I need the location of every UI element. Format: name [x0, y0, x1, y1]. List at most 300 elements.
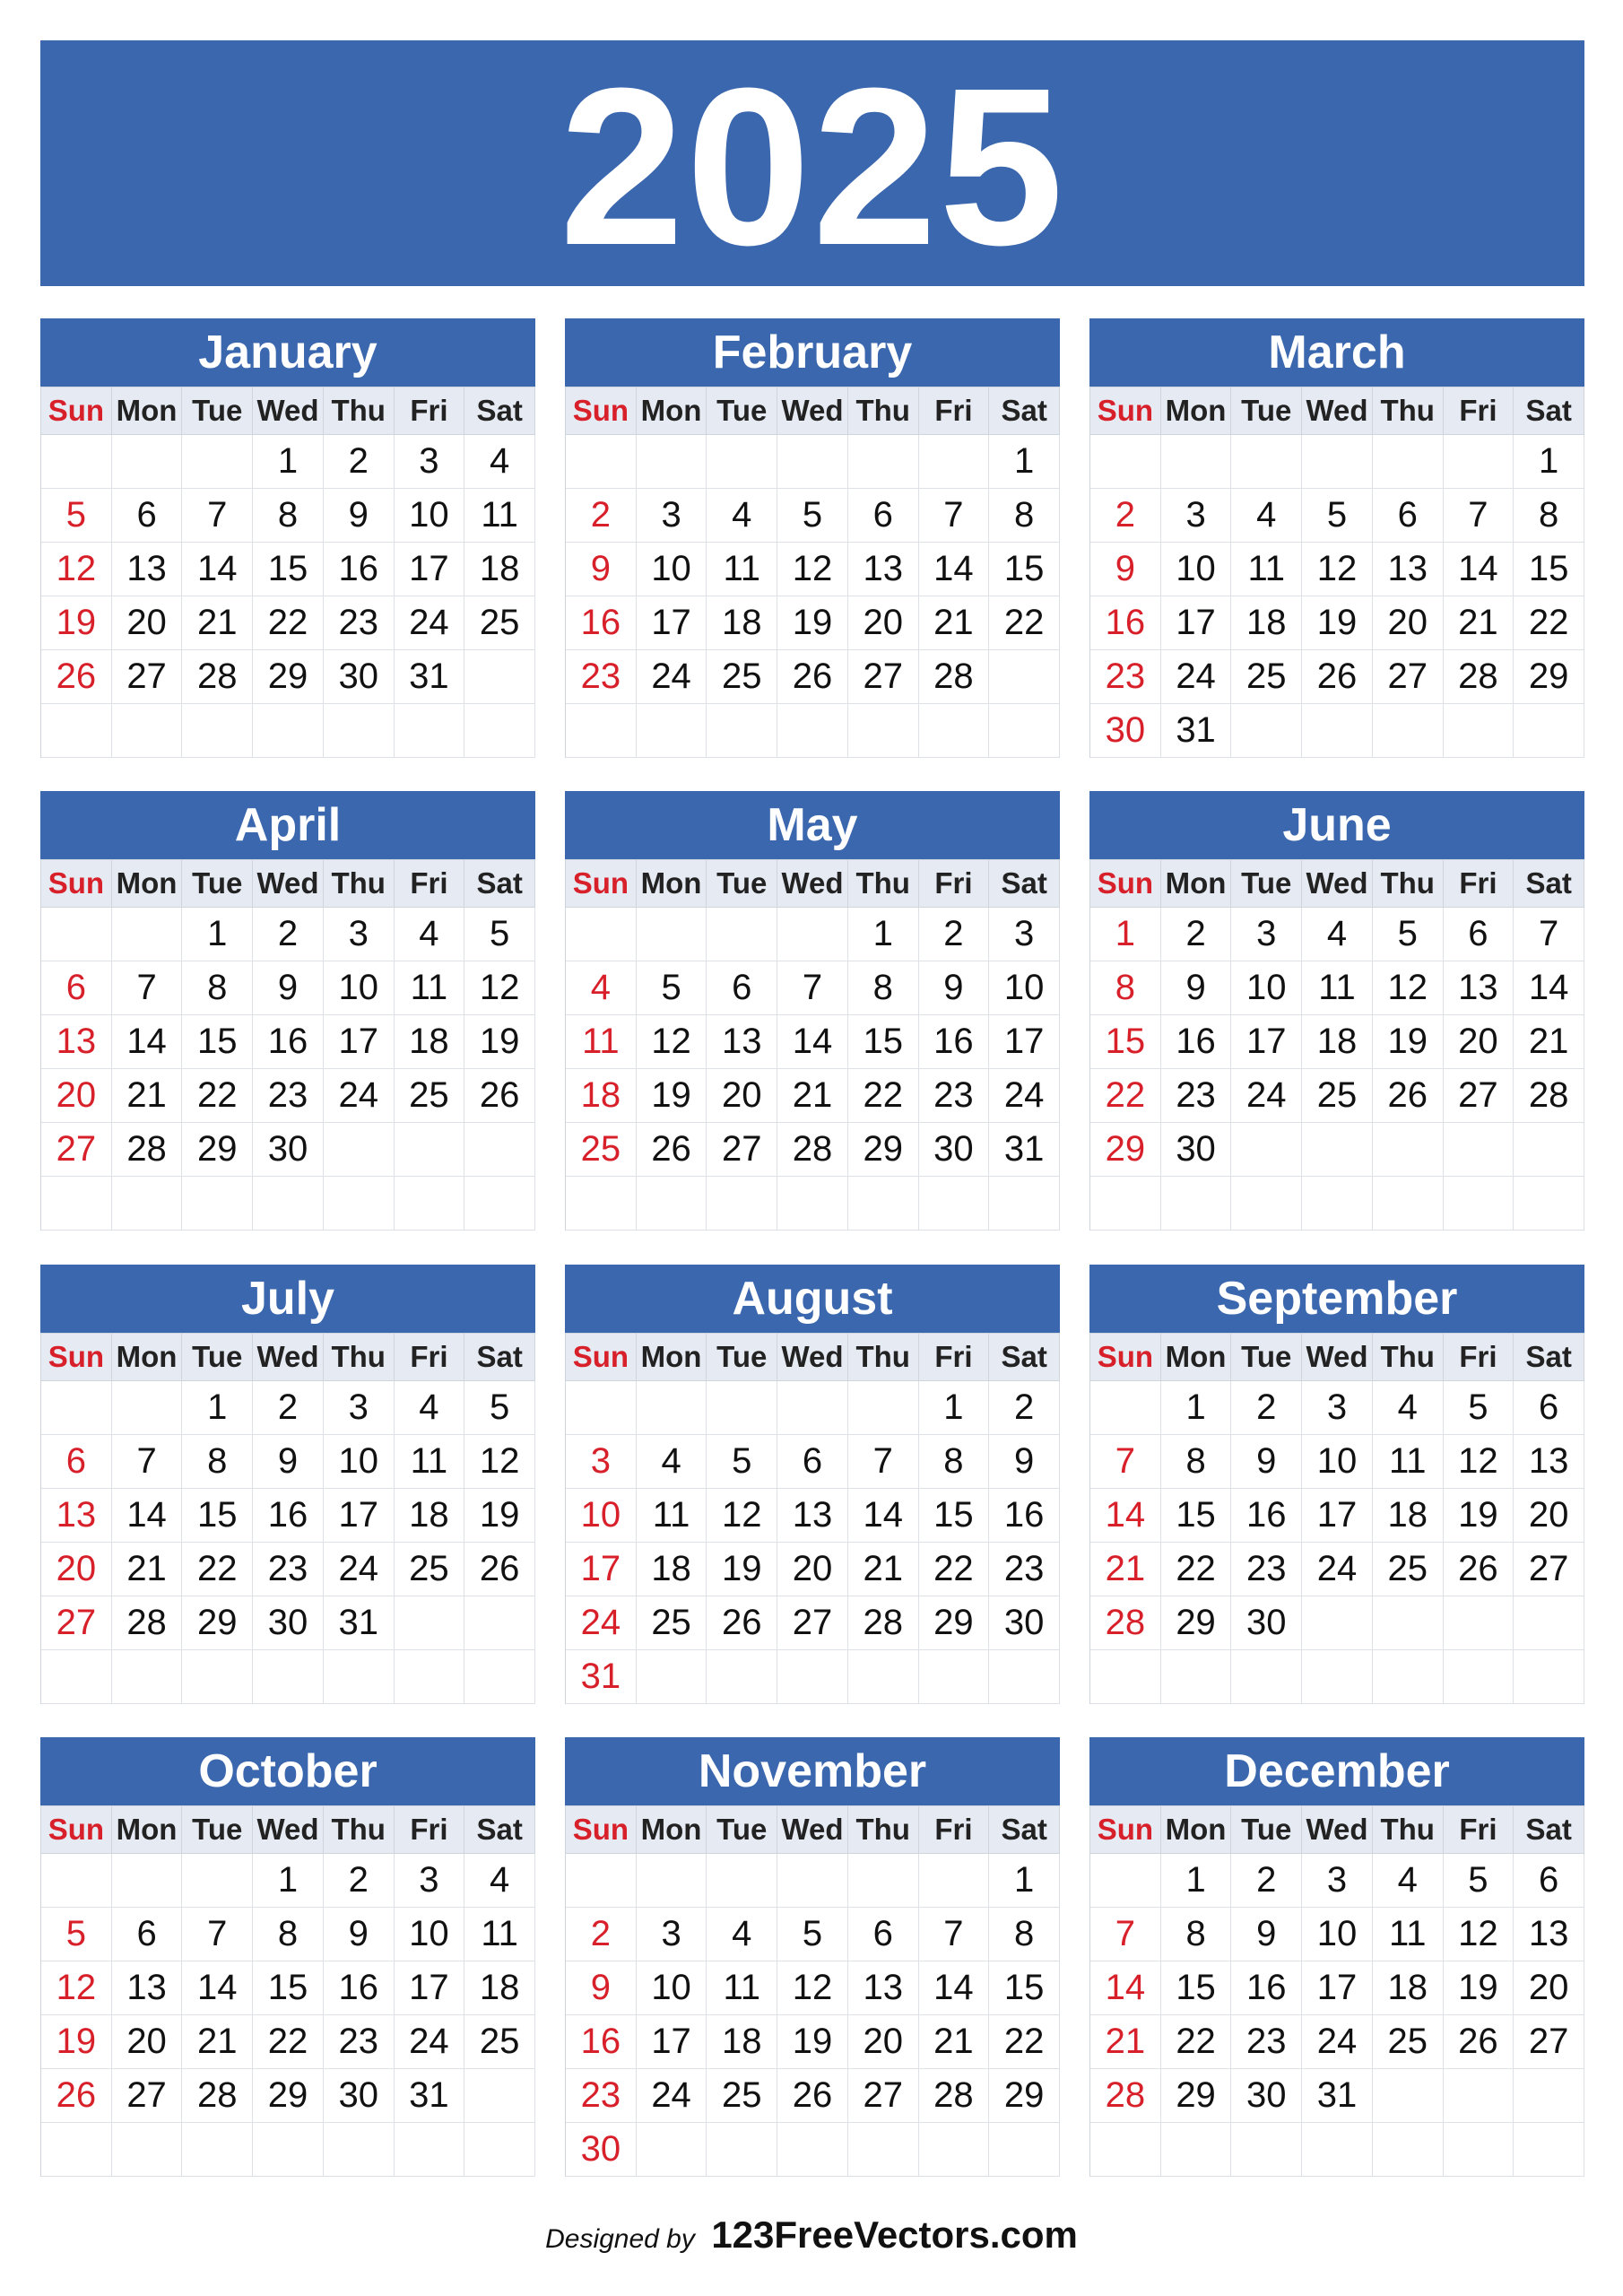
day-cell[interactable]: 27	[1444, 1069, 1515, 1123]
day-cell[interactable]: 20	[777, 1543, 848, 1596]
day-cell[interactable]: 1	[1161, 1381, 1232, 1435]
day-cell[interactable]: 1	[253, 1854, 324, 1908]
day-cell[interactable]: 10	[1161, 543, 1232, 596]
day-cell[interactable]: 12	[1444, 1435, 1515, 1489]
day-cell[interactable]: 26	[777, 2069, 848, 2123]
day-cell[interactable]: 20	[1514, 1961, 1584, 2015]
day-cell[interactable]: 10	[324, 1435, 395, 1489]
day-cell[interactable]: 1	[182, 908, 253, 961]
day-cell[interactable]: 22	[1090, 1069, 1161, 1123]
day-cell[interactable]: 7	[182, 489, 253, 543]
day-cell[interactable]: 14	[1514, 961, 1584, 1015]
day-cell[interactable]: 19	[1444, 1489, 1515, 1543]
day-cell[interactable]: 25	[1373, 1543, 1444, 1596]
day-cell[interactable]: 21	[1090, 2015, 1161, 2069]
day-cell[interactable]: 28	[919, 2069, 990, 2123]
day-cell[interactable]: 30	[566, 2123, 637, 2177]
day-cell[interactable]: 2	[919, 908, 990, 961]
day-cell[interactable]: 13	[848, 543, 919, 596]
day-cell[interactable]: 7	[919, 489, 990, 543]
day-cell[interactable]: 27	[848, 2069, 919, 2123]
day-cell[interactable]: 6	[848, 489, 919, 543]
day-cell[interactable]: 12	[1302, 543, 1373, 596]
day-cell[interactable]: 14	[777, 1015, 848, 1069]
day-cell[interactable]: 17	[566, 1543, 637, 1596]
day-cell[interactable]: 28	[1090, 1596, 1161, 1650]
day-cell[interactable]: 16	[1231, 1961, 1302, 2015]
day-cell[interactable]: 7	[919, 1908, 990, 1961]
day-cell[interactable]: 25	[395, 1543, 465, 1596]
day-cell[interactable]: 19	[1302, 596, 1373, 650]
day-cell[interactable]: 23	[1231, 1543, 1302, 1596]
day-cell[interactable]: 1	[1514, 435, 1584, 489]
day-cell[interactable]: 16	[1090, 596, 1161, 650]
day-cell[interactable]: 5	[777, 1908, 848, 1961]
day-cell[interactable]: 17	[395, 543, 465, 596]
day-cell[interactable]: 24	[637, 2069, 707, 2123]
day-cell[interactable]: 5	[1444, 1381, 1515, 1435]
day-cell[interactable]: 18	[1373, 1489, 1444, 1543]
day-cell[interactable]: 18	[707, 596, 777, 650]
day-cell[interactable]: 6	[1514, 1381, 1584, 1435]
day-cell[interactable]: 20	[112, 596, 183, 650]
day-cell[interactable]: 6	[848, 1908, 919, 1961]
day-cell[interactable]: 17	[324, 1015, 395, 1069]
day-cell[interactable]: 13	[707, 1015, 777, 1069]
day-cell[interactable]: 8	[1161, 1435, 1232, 1489]
day-cell[interactable]: 22	[182, 1543, 253, 1596]
day-cell[interactable]: 22	[1514, 596, 1584, 650]
day-cell[interactable]: 5	[707, 1435, 777, 1489]
day-cell[interactable]: 11	[395, 1435, 465, 1489]
day-cell[interactable]: 1	[1090, 908, 1161, 961]
day-cell[interactable]: 11	[566, 1015, 637, 1069]
day-cell[interactable]: 4	[566, 961, 637, 1015]
day-cell[interactable]: 4	[464, 435, 535, 489]
day-cell[interactable]: 20	[848, 596, 919, 650]
day-cell[interactable]: 5	[464, 1381, 535, 1435]
day-cell[interactable]: 24	[395, 2015, 465, 2069]
day-cell[interactable]: 2	[566, 489, 637, 543]
day-cell[interactable]: 7	[112, 1435, 183, 1489]
day-cell[interactable]: 22	[253, 596, 324, 650]
day-cell[interactable]: 22	[919, 1543, 990, 1596]
day-cell[interactable]: 5	[41, 489, 112, 543]
day-cell[interactable]: 9	[1161, 961, 1232, 1015]
day-cell[interactable]: 23	[324, 596, 395, 650]
day-cell[interactable]: 26	[707, 1596, 777, 1650]
day-cell[interactable]: 13	[1514, 1435, 1584, 1489]
day-cell[interactable]: 12	[707, 1489, 777, 1543]
day-cell[interactable]: 23	[919, 1069, 990, 1123]
day-cell[interactable]: 19	[777, 2015, 848, 2069]
day-cell[interactable]: 13	[777, 1489, 848, 1543]
day-cell[interactable]: 20	[707, 1069, 777, 1123]
day-cell[interactable]: 10	[395, 1908, 465, 1961]
day-cell[interactable]: 4	[464, 1854, 535, 1908]
day-cell[interactable]: 30	[1161, 1123, 1232, 1177]
day-cell[interactable]: 10	[989, 961, 1060, 1015]
day-cell[interactable]: 27	[1373, 650, 1444, 704]
day-cell[interactable]: 15	[1090, 1015, 1161, 1069]
day-cell[interactable]: 6	[1444, 908, 1515, 961]
day-cell[interactable]: 8	[989, 489, 1060, 543]
day-cell[interactable]: 16	[324, 543, 395, 596]
day-cell[interactable]: 2	[1231, 1381, 1302, 1435]
day-cell[interactable]: 3	[637, 1908, 707, 1961]
day-cell[interactable]: 17	[1161, 596, 1232, 650]
day-cell[interactable]: 25	[395, 1069, 465, 1123]
day-cell[interactable]: 26	[464, 1069, 535, 1123]
day-cell[interactable]: 28	[1444, 650, 1515, 704]
day-cell[interactable]: 19	[464, 1015, 535, 1069]
day-cell[interactable]: 23	[324, 2015, 395, 2069]
day-cell[interactable]: 17	[395, 1961, 465, 2015]
day-cell[interactable]: 3	[1302, 1854, 1373, 1908]
brand-link[interactable]: 123FreeVectors.com	[711, 2213, 1078, 2256]
day-cell[interactable]: 16	[253, 1015, 324, 1069]
day-cell[interactable]: 6	[41, 1435, 112, 1489]
day-cell[interactable]: 7	[1090, 1908, 1161, 1961]
day-cell[interactable]: 20	[112, 2015, 183, 2069]
day-cell[interactable]: 26	[777, 650, 848, 704]
day-cell[interactable]: 16	[324, 1961, 395, 2015]
day-cell[interactable]: 1	[989, 435, 1060, 489]
day-cell[interactable]: 9	[1231, 1435, 1302, 1489]
day-cell[interactable]: 19	[707, 1543, 777, 1596]
day-cell[interactable]: 8	[848, 961, 919, 1015]
day-cell[interactable]: 19	[41, 2015, 112, 2069]
day-cell[interactable]: 21	[777, 1069, 848, 1123]
day-cell[interactable]: 19	[1373, 1015, 1444, 1069]
day-cell[interactable]: 4	[637, 1435, 707, 1489]
day-cell[interactable]: 28	[112, 1123, 183, 1177]
day-cell[interactable]: 29	[182, 1123, 253, 1177]
day-cell[interactable]: 21	[919, 2015, 990, 2069]
day-cell[interactable]: 8	[182, 961, 253, 1015]
day-cell[interactable]: 21	[112, 1543, 183, 1596]
day-cell[interactable]: 16	[989, 1489, 1060, 1543]
day-cell[interactable]: 9	[324, 1908, 395, 1961]
day-cell[interactable]: 18	[707, 2015, 777, 2069]
day-cell[interactable]: 8	[1514, 489, 1584, 543]
day-cell[interactable]: 25	[1373, 2015, 1444, 2069]
day-cell[interactable]: 2	[253, 1381, 324, 1435]
day-cell[interactable]: 12	[1373, 961, 1444, 1015]
day-cell[interactable]: 10	[324, 961, 395, 1015]
day-cell[interactable]: 26	[41, 2069, 112, 2123]
day-cell[interactable]: 21	[1514, 1015, 1584, 1069]
day-cell[interactable]: 28	[1090, 2069, 1161, 2123]
day-cell[interactable]: 10	[637, 543, 707, 596]
day-cell[interactable]: 28	[182, 650, 253, 704]
day-cell[interactable]: 10	[1302, 1908, 1373, 1961]
day-cell[interactable]: 11	[1231, 543, 1302, 596]
day-cell[interactable]: 29	[848, 1123, 919, 1177]
day-cell[interactable]: 2	[1161, 908, 1232, 961]
day-cell[interactable]: 10	[1302, 1435, 1373, 1489]
day-cell[interactable]: 25	[707, 2069, 777, 2123]
day-cell[interactable]: 15	[253, 543, 324, 596]
day-cell[interactable]: 8	[253, 489, 324, 543]
day-cell[interactable]: 28	[848, 1596, 919, 1650]
day-cell[interactable]: 16	[566, 596, 637, 650]
day-cell[interactable]: 17	[1231, 1015, 1302, 1069]
day-cell[interactable]: 4	[1373, 1854, 1444, 1908]
day-cell[interactable]: 18	[464, 1961, 535, 2015]
day-cell[interactable]: 2	[253, 908, 324, 961]
day-cell[interactable]: 8	[989, 1908, 1060, 1961]
day-cell[interactable]: 27	[1514, 2015, 1584, 2069]
day-cell[interactable]: 23	[989, 1543, 1060, 1596]
day-cell[interactable]: 29	[919, 1596, 990, 1650]
day-cell[interactable]: 23	[253, 1543, 324, 1596]
day-cell[interactable]: 25	[1302, 1069, 1373, 1123]
day-cell[interactable]: 25	[464, 2015, 535, 2069]
day-cell[interactable]: 15	[182, 1489, 253, 1543]
day-cell[interactable]: 14	[112, 1489, 183, 1543]
day-cell[interactable]: 12	[777, 543, 848, 596]
day-cell[interactable]: 26	[1302, 650, 1373, 704]
day-cell[interactable]: 17	[637, 596, 707, 650]
day-cell[interactable]: 29	[253, 650, 324, 704]
day-cell[interactable]: 1	[919, 1381, 990, 1435]
day-cell[interactable]: 25	[464, 596, 535, 650]
day-cell[interactable]: 9	[324, 489, 395, 543]
day-cell[interactable]: 2	[566, 1908, 637, 1961]
day-cell[interactable]: 28	[112, 1596, 183, 1650]
day-cell[interactable]: 13	[1373, 543, 1444, 596]
day-cell[interactable]: 11	[637, 1489, 707, 1543]
day-cell[interactable]: 7	[112, 961, 183, 1015]
day-cell[interactable]: 6	[112, 1908, 183, 1961]
day-cell[interactable]: 14	[112, 1015, 183, 1069]
day-cell[interactable]: 9	[1090, 543, 1161, 596]
day-cell[interactable]: 24	[989, 1069, 1060, 1123]
day-cell[interactable]: 11	[707, 1961, 777, 2015]
day-cell[interactable]: 12	[777, 1961, 848, 2015]
day-cell[interactable]: 16	[253, 1489, 324, 1543]
day-cell[interactable]: 8	[1090, 961, 1161, 1015]
day-cell[interactable]: 29	[1161, 2069, 1232, 2123]
day-cell[interactable]: 5	[1302, 489, 1373, 543]
day-cell[interactable]: 8	[253, 1908, 324, 1961]
day-cell[interactable]: 5	[464, 908, 535, 961]
day-cell[interactable]: 23	[566, 650, 637, 704]
day-cell[interactable]: 13	[112, 1961, 183, 2015]
day-cell[interactable]: 5	[1444, 1854, 1515, 1908]
day-cell[interactable]: 23	[1090, 650, 1161, 704]
day-cell[interactable]: 24	[1161, 650, 1232, 704]
day-cell[interactable]: 3	[324, 908, 395, 961]
day-cell[interactable]: 21	[112, 1069, 183, 1123]
day-cell[interactable]: 30	[1231, 2069, 1302, 2123]
day-cell[interactable]: 30	[919, 1123, 990, 1177]
day-cell[interactable]: 14	[1090, 1961, 1161, 2015]
day-cell[interactable]: 30	[324, 650, 395, 704]
day-cell[interactable]: 15	[989, 1961, 1060, 2015]
day-cell[interactable]: 15	[253, 1961, 324, 2015]
day-cell[interactable]: 8	[182, 1435, 253, 1489]
day-cell[interactable]: 31	[1302, 2069, 1373, 2123]
day-cell[interactable]: 19	[637, 1069, 707, 1123]
day-cell[interactable]: 16	[566, 2015, 637, 2069]
day-cell[interactable]: 15	[182, 1015, 253, 1069]
day-cell[interactable]: 24	[566, 1596, 637, 1650]
day-cell[interactable]: 12	[464, 961, 535, 1015]
day-cell[interactable]: 11	[464, 489, 535, 543]
day-cell[interactable]: 30	[253, 1596, 324, 1650]
day-cell[interactable]: 28	[1514, 1069, 1584, 1123]
day-cell[interactable]: 24	[324, 1069, 395, 1123]
day-cell[interactable]: 21	[1090, 1543, 1161, 1596]
day-cell[interactable]: 19	[464, 1489, 535, 1543]
day-cell[interactable]: 22	[1161, 1543, 1232, 1596]
day-cell[interactable]: 24	[1302, 1543, 1373, 1596]
day-cell[interactable]: 21	[182, 2015, 253, 2069]
day-cell[interactable]: 21	[919, 596, 990, 650]
day-cell[interactable]: 4	[395, 908, 465, 961]
day-cell[interactable]: 15	[919, 1489, 990, 1543]
day-cell[interactable]: 31	[989, 1123, 1060, 1177]
day-cell[interactable]: 19	[41, 596, 112, 650]
day-cell[interactable]: 20	[848, 2015, 919, 2069]
day-cell[interactable]: 9	[253, 961, 324, 1015]
day-cell[interactable]: 17	[1302, 1961, 1373, 2015]
day-cell[interactable]: 7	[1444, 489, 1515, 543]
day-cell[interactable]: 4	[1373, 1381, 1444, 1435]
day-cell[interactable]: 17	[989, 1015, 1060, 1069]
day-cell[interactable]: 29	[253, 2069, 324, 2123]
day-cell[interactable]: 30	[1090, 704, 1161, 758]
day-cell[interactable]: 13	[41, 1015, 112, 1069]
day-cell[interactable]: 3	[324, 1381, 395, 1435]
day-cell[interactable]: 6	[41, 961, 112, 1015]
day-cell[interactable]: 31	[395, 650, 465, 704]
day-cell[interactable]: 20	[1444, 1015, 1515, 1069]
day-cell[interactable]: 22	[182, 1069, 253, 1123]
day-cell[interactable]: 24	[637, 650, 707, 704]
day-cell[interactable]: 5	[1373, 908, 1444, 961]
day-cell[interactable]: 26	[41, 650, 112, 704]
day-cell[interactable]: 22	[989, 2015, 1060, 2069]
day-cell[interactable]: 9	[1231, 1908, 1302, 1961]
day-cell[interactable]: 7	[1090, 1435, 1161, 1489]
day-cell[interactable]: 7	[848, 1435, 919, 1489]
day-cell[interactable]: 27	[848, 650, 919, 704]
day-cell[interactable]: 1	[989, 1854, 1060, 1908]
day-cell[interactable]: 3	[637, 489, 707, 543]
day-cell[interactable]: 27	[1514, 1543, 1584, 1596]
day-cell[interactable]: 3	[395, 435, 465, 489]
day-cell[interactable]: 1	[1161, 1854, 1232, 1908]
day-cell[interactable]: 6	[777, 1435, 848, 1489]
day-cell[interactable]: 30	[1231, 1596, 1302, 1650]
day-cell[interactable]: 13	[1514, 1908, 1584, 1961]
day-cell[interactable]: 29	[1161, 1596, 1232, 1650]
day-cell[interactable]: 6	[1514, 1854, 1584, 1908]
day-cell[interactable]: 11	[395, 961, 465, 1015]
day-cell[interactable]: 25	[707, 650, 777, 704]
day-cell[interactable]: 3	[1302, 1381, 1373, 1435]
day-cell[interactable]: 29	[182, 1596, 253, 1650]
day-cell[interactable]: 16	[1161, 1015, 1232, 1069]
day-cell[interactable]: 20	[1373, 596, 1444, 650]
day-cell[interactable]: 2	[989, 1381, 1060, 1435]
day-cell[interactable]: 18	[1302, 1015, 1373, 1069]
day-cell[interactable]: 3	[395, 1854, 465, 1908]
day-cell[interactable]: 11	[1373, 1908, 1444, 1961]
day-cell[interactable]: 15	[1161, 1489, 1232, 1543]
day-cell[interactable]: 27	[112, 2069, 183, 2123]
day-cell[interactable]: 3	[1231, 908, 1302, 961]
day-cell[interactable]: 30	[989, 1596, 1060, 1650]
day-cell[interactable]: 29	[1090, 1123, 1161, 1177]
day-cell[interactable]: 29	[989, 2069, 1060, 2123]
day-cell[interactable]: 31	[324, 1596, 395, 1650]
day-cell[interactable]: 9	[253, 1435, 324, 1489]
day-cell[interactable]: 9	[989, 1435, 1060, 1489]
day-cell[interactable]: 1	[182, 1381, 253, 1435]
day-cell[interactable]: 6	[707, 961, 777, 1015]
day-cell[interactable]: 24	[395, 596, 465, 650]
day-cell[interactable]: 23	[1231, 2015, 1302, 2069]
day-cell[interactable]: 5	[41, 1908, 112, 1961]
day-cell[interactable]: 13	[1444, 961, 1515, 1015]
day-cell[interactable]: 4	[1302, 908, 1373, 961]
day-cell[interactable]: 6	[112, 489, 183, 543]
day-cell[interactable]: 9	[919, 961, 990, 1015]
day-cell[interactable]: 18	[1373, 1961, 1444, 2015]
day-cell[interactable]: 24	[1231, 1069, 1302, 1123]
day-cell[interactable]: 27	[707, 1123, 777, 1177]
day-cell[interactable]: 2	[1090, 489, 1161, 543]
day-cell[interactable]: 17	[637, 2015, 707, 2069]
day-cell[interactable]: 9	[566, 1961, 637, 2015]
day-cell[interactable]: 31	[395, 2069, 465, 2123]
day-cell[interactable]: 10	[1231, 961, 1302, 1015]
day-cell[interactable]: 15	[1514, 543, 1584, 596]
day-cell[interactable]: 21	[848, 1543, 919, 1596]
day-cell[interactable]: 26	[464, 1543, 535, 1596]
day-cell[interactable]: 2	[1231, 1854, 1302, 1908]
day-cell[interactable]: 10	[637, 1961, 707, 2015]
day-cell[interactable]: 17	[324, 1489, 395, 1543]
day-cell[interactable]: 10	[395, 489, 465, 543]
day-cell[interactable]: 2	[324, 1854, 395, 1908]
day-cell[interactable]: 3	[989, 908, 1060, 961]
day-cell[interactable]: 12	[41, 543, 112, 596]
day-cell[interactable]: 23	[566, 2069, 637, 2123]
day-cell[interactable]: 20	[41, 1069, 112, 1123]
day-cell[interactable]: 7	[1514, 908, 1584, 961]
day-cell[interactable]: 7	[777, 961, 848, 1015]
day-cell[interactable]: 21	[1444, 596, 1515, 650]
day-cell[interactable]: 18	[637, 1543, 707, 1596]
day-cell[interactable]: 4	[1231, 489, 1302, 543]
day-cell[interactable]: 14	[848, 1489, 919, 1543]
day-cell[interactable]: 13	[112, 543, 183, 596]
day-cell[interactable]: 2	[324, 435, 395, 489]
day-cell[interactable]: 27	[41, 1123, 112, 1177]
day-cell[interactable]: 14	[919, 543, 990, 596]
day-cell[interactable]: 11	[464, 1908, 535, 1961]
day-cell[interactable]: 30	[253, 1123, 324, 1177]
day-cell[interactable]: 9	[566, 543, 637, 596]
day-cell[interactable]: 14	[1444, 543, 1515, 596]
day-cell[interactable]: 24	[1302, 2015, 1373, 2069]
day-cell[interactable]: 10	[566, 1489, 637, 1543]
